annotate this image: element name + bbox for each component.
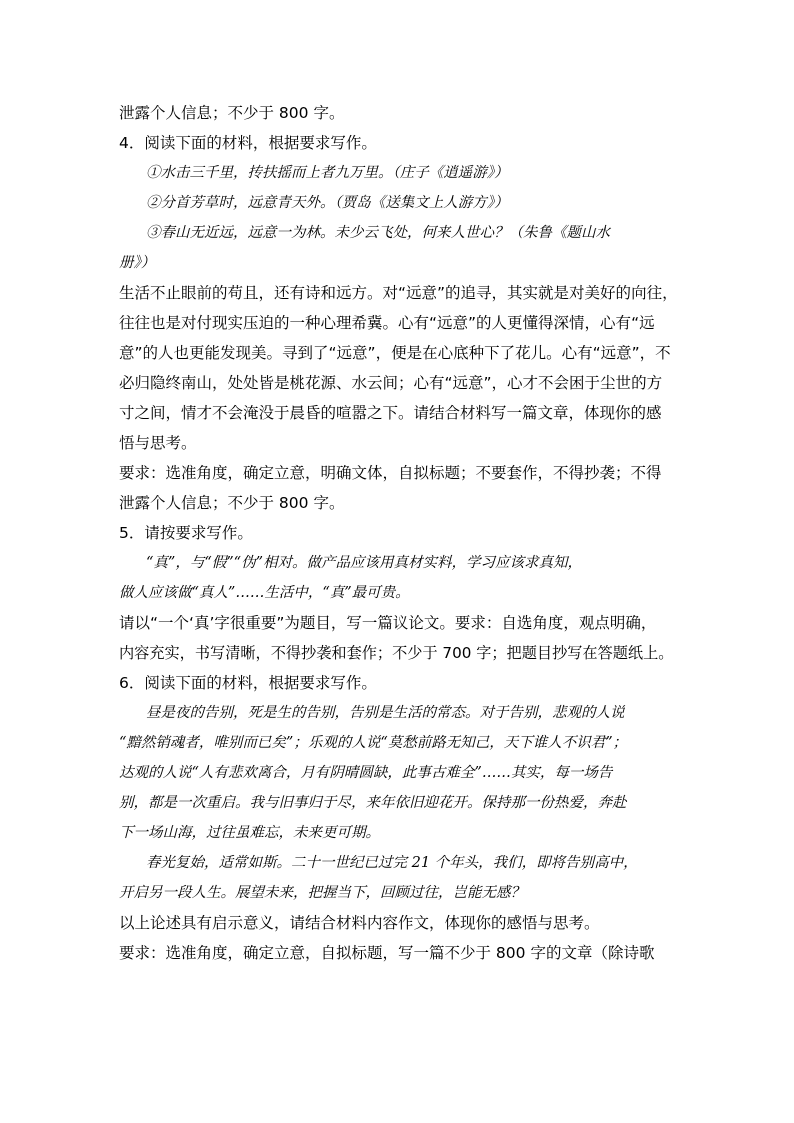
text-line: 6．阅读下面的材料，根据要求写作。 [119,674,377,692]
text-line: 以上论述具有启示意义，请结合材料内容作文，体现你的感悟与思考。 [119,914,600,932]
material-quote-line: 册》） [119,255,156,271]
material-quote-line: 开启另一段人生。展望未来，把握当下，回顾过往，岂能无感？ [119,885,525,901]
material-quote-line: 达观的人说“人有悲欢离合，月有阴晴圆缺，此事古难全”……其实，每一场告 [119,765,613,781]
material-quote-line: ①水击三千里，抟扶摇而上者九万里。（庄子《逍遥游》） [146,165,509,181]
material-quote-line: 昼是夜的告别，死是生的告别，告别是生活的常态。对于告别，悲观的人说 [146,705,625,721]
text-line: 要求：选准角度，确定立意，明确文体，自拟标题；不要套作，不得抄袭；不得 [119,464,662,482]
text-line: 请以“一个‘真’字很重要”为题目，写一篇议论文。要求：自选角度，观点明确， [119,614,657,632]
material-quote-line: “黯然销魂者，唯别而已矣”；乐观的人说“莫愁前路无知己，天下谁人不识君”； [119,735,628,751]
material-quote-line: “真”，与“假”“伪”相对。做产品应该用真材实料，学习应该求真知， [146,555,582,571]
text-line: 5．请按要求写作。 [119,524,253,542]
text-line: 意”的人也更能发现美。寻到了“远意”，便是在心底种下了花儿。心有“远意”，不 [119,344,671,362]
text-line: 4．阅读下面的材料，根据要求写作。 [119,134,377,152]
material-quote-line: ③春山无近远，远意一为林。未少云飞处，何来人世心？（朱鲁《题山水 [146,225,610,241]
text-line: 要求：选准角度，确定立意，自拟标题，写一篇不少于 800 字的文章（除诗歌 [119,944,655,962]
document-body [119,98,679,968]
text-line: 寸之间，情才不会淹没于晨昏的喧嚣之下。请结合材料写一篇文章，体现你的感 [119,404,662,422]
text-line: 悟与思考。 [119,434,197,452]
material-quote-line: 别，都是一次重启。我与旧事归于尽，来年依旧迎花开。保持那一份热爱，奔赴 [119,795,627,811]
material-quote-line: 春光复始，适常如斯。二十一世纪已过完 21 个年头，我们，即将告别高中， [146,855,638,871]
text-line: 生活不止眼前的苟且，还有诗和远方。对“远意”的追寻，其实就是对美好的向往， [119,284,678,302]
material-quote-line: ②分首芳草时，远意青天外。（贾岛《送集文上人游方》） [146,195,509,211]
text-line: 往往也是对付现实压迫的一种心理希冀。心有“远意”的人更懂得深情，心有“远 [119,314,655,332]
text-line: 泄露个人信息；不少于 800 字。 [119,104,345,122]
text-line: 内容充实，书写清晰，不得抄袭和套作；不少于 700 字；把题目抄写在答题纸上。 [119,644,674,662]
text-line: 泄露个人信息；不少于 800 字。 [119,494,345,512]
material-quote-line: 做人应该做“真人”……生活中，“真”最可贵。 [119,585,410,601]
material-quote-line: 下一场山海，过往虽难忘，未来更可期。 [119,825,380,841]
text-line: 必归隐终南山，处处皆是桃花源、水云间；心有“远意”，心才不会困于尘世的方 [119,374,663,392]
